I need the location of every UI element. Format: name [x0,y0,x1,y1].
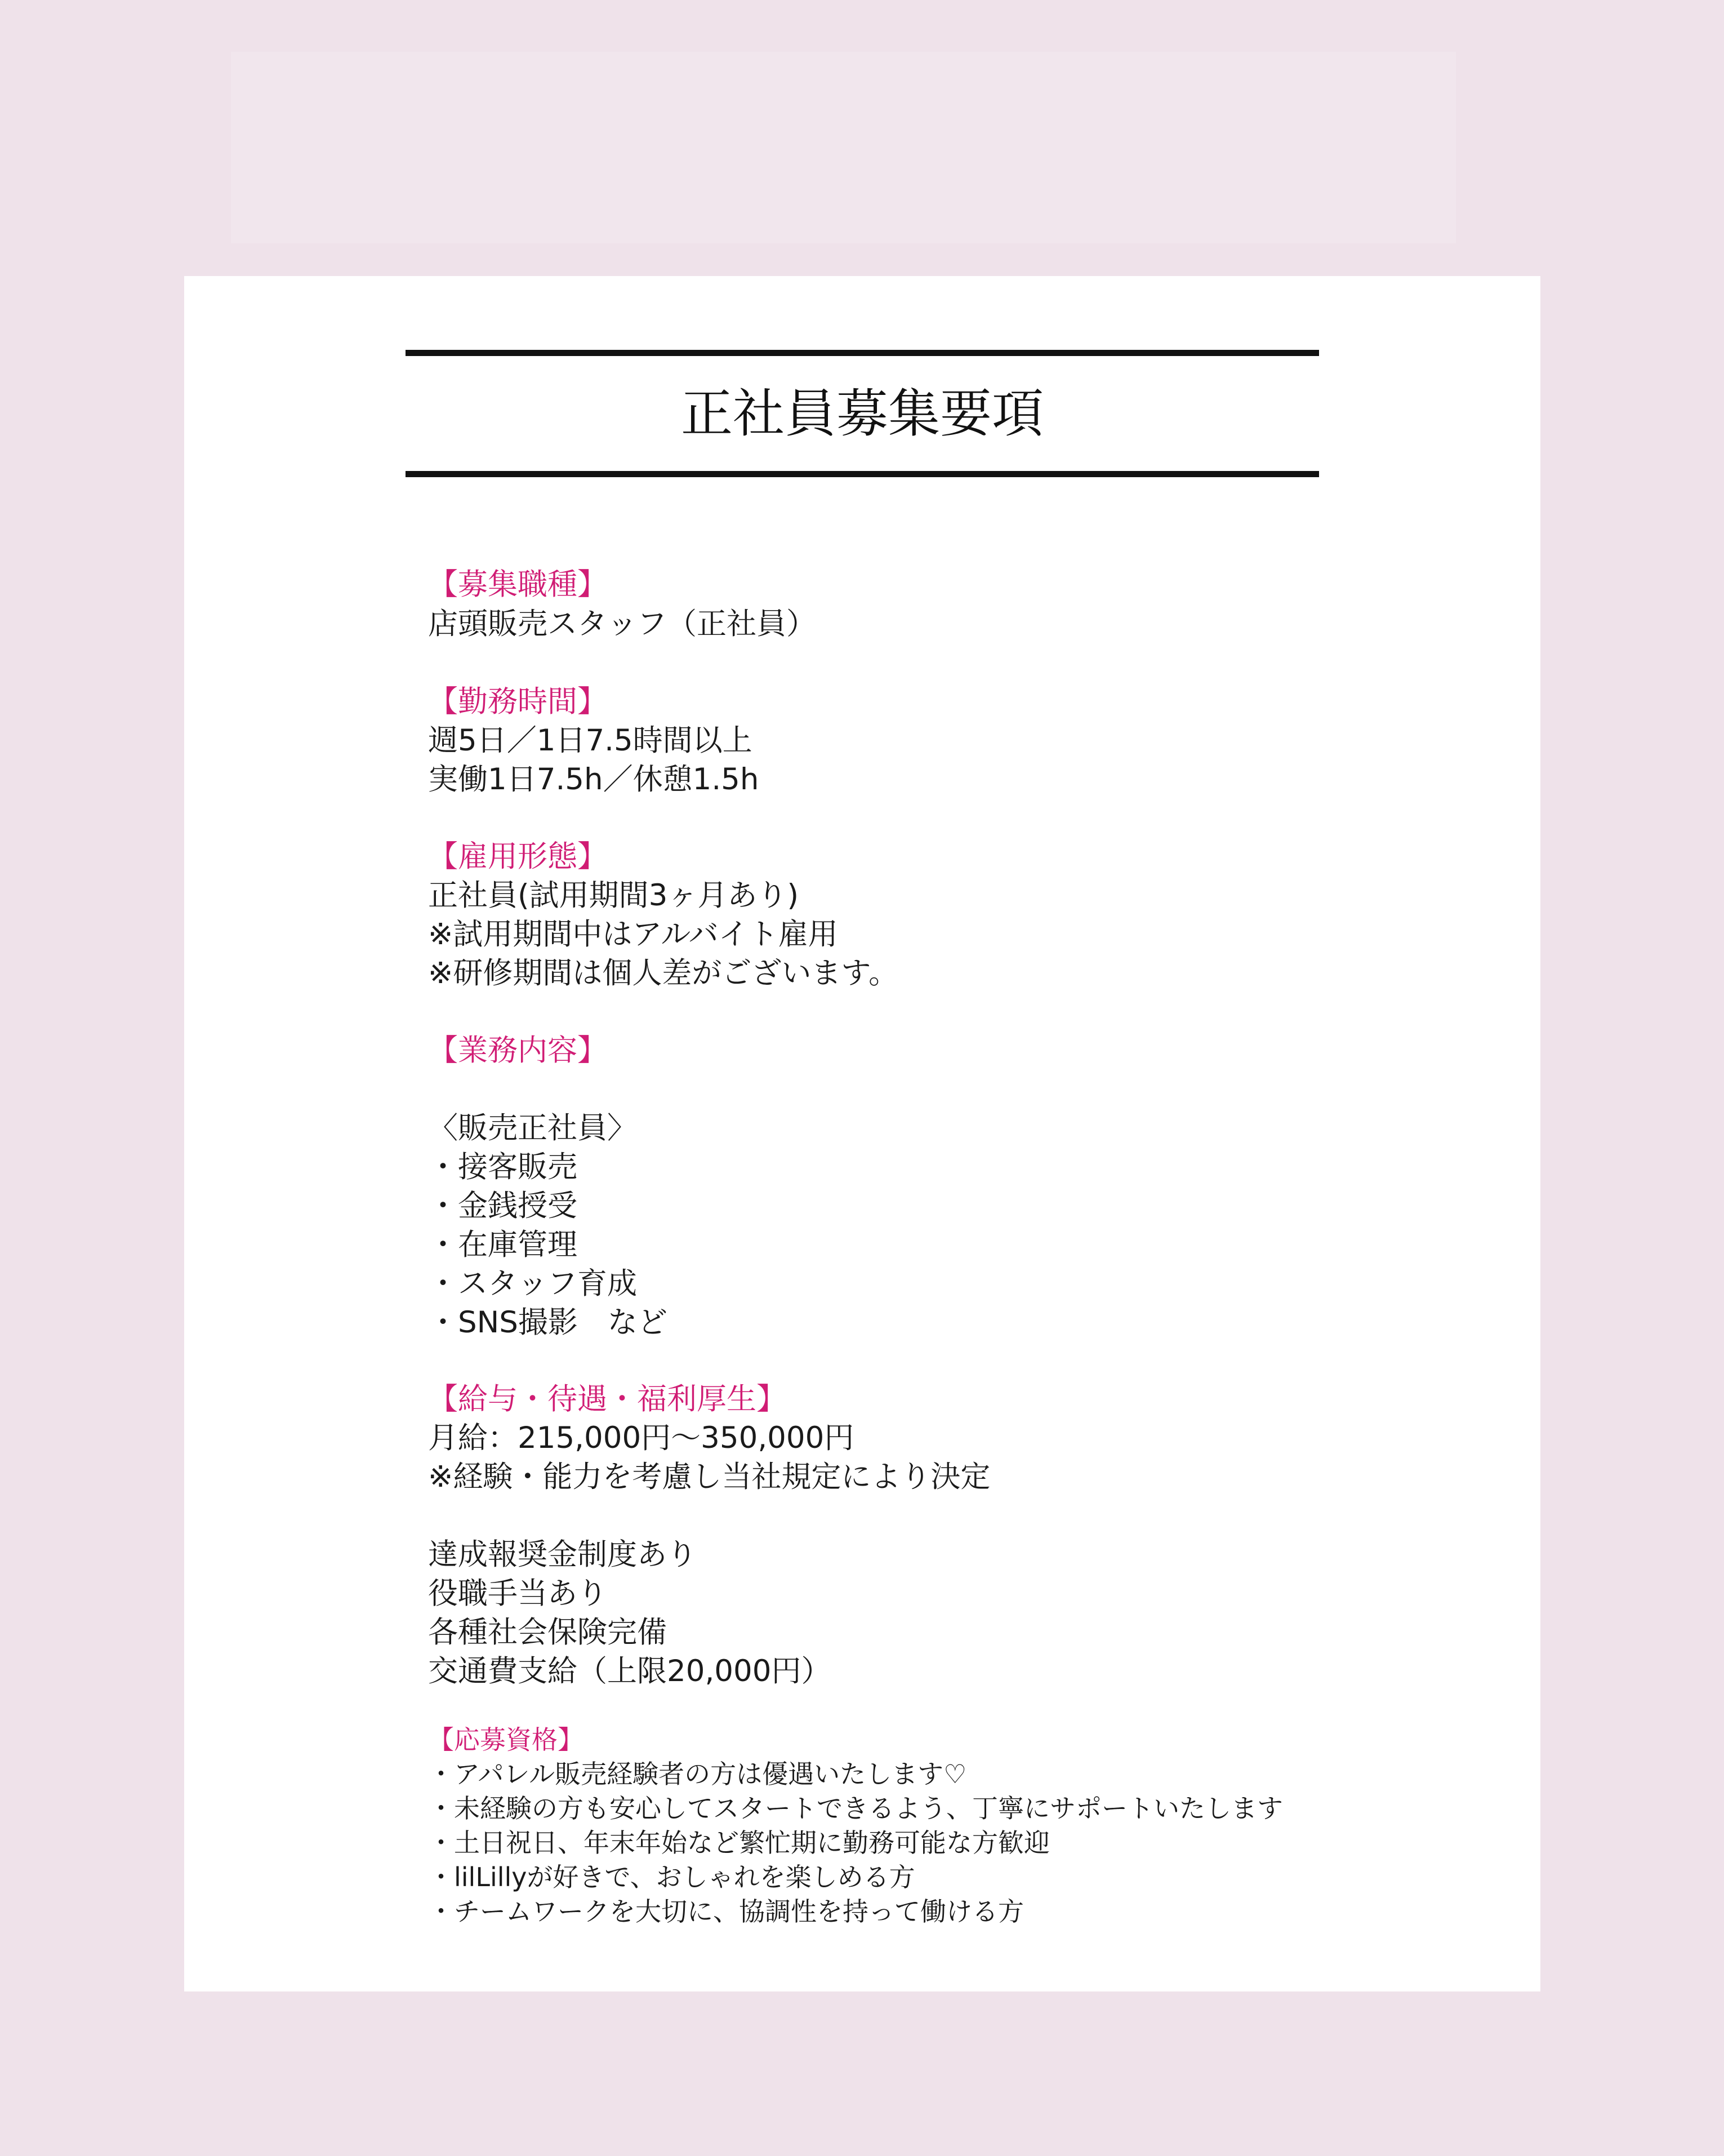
page-title: 正社員募集要項 [680,384,1044,444]
pay-line: 月給：215,000円〜350,000円 [428,1421,854,1455]
employment-line: 正社員(試用期間3ヶ月あり) [428,878,799,913]
pay-line: 達成報奨金制度あり [428,1537,697,1572]
duties-line: ・接客販売 [428,1150,577,1184]
header-banner-area [231,52,1456,243]
title-top-rule [406,350,1319,356]
content-card [184,276,1540,1991]
duties-heading: 【業務内容】 [428,1033,607,1068]
duties-line: ・SNS撮影 など [428,1305,667,1340]
employment-heading: 【雇用形態】 [428,839,607,874]
job-type-heading: 【募集職種】 [428,567,607,602]
qualifications-line: ・チームワークを大切に、協調性を持って働ける方 [428,1896,1024,1927]
pay-heading: 【給与・待遇・福利厚生】 [428,1382,786,1416]
qualifications-heading: 【応募資格】 [428,1724,583,1755]
duties-line: ・在庫管理 [428,1228,577,1262]
pay-line: 各種社会保険完備 [428,1615,667,1650]
duties-line: ・スタッフ育成 [428,1266,637,1301]
duties-line: ・金銭授受 [428,1189,577,1223]
employment-line: ※研修期間は個人差がございます。 [428,956,899,990]
hours-line: 週5日／1日7.5時間以上 [428,723,752,758]
qualifications-line: ・アパレル販売経験者の方は優遇いたします♡ [428,1759,967,1789]
pay-line: 役職手当あり [428,1576,607,1611]
hours-heading: 【勤務時間】 [428,684,607,719]
duties-line: 〈販売正社員〉 [428,1111,637,1145]
employment-line: ※試用期間中はアルバイト雇用 [428,917,838,952]
qualifications-line: ・未経験の方も安心してスタートできるよう、丁寧にサポートいたします [428,1793,1283,1824]
job-type-line: 店頭販売スタッフ（正社員） [428,607,816,641]
pay-line: ※経験・能力を考慮し当社規定により決定 [428,1460,991,1494]
qualifications-line: ・土日祝日、年末年始など繁忙期に勤務可能な方歓迎 [428,1828,1050,1858]
qualifications-line: ・lilLillyが好きで、おしゃれを楽しめる方 [428,1862,915,1892]
pay-line: 交通費支給（上限20,000円） [428,1654,831,1688]
hours-line: 実働1日7.5h／休憩1.5h [428,762,759,797]
title-bottom-rule [406,471,1319,477]
